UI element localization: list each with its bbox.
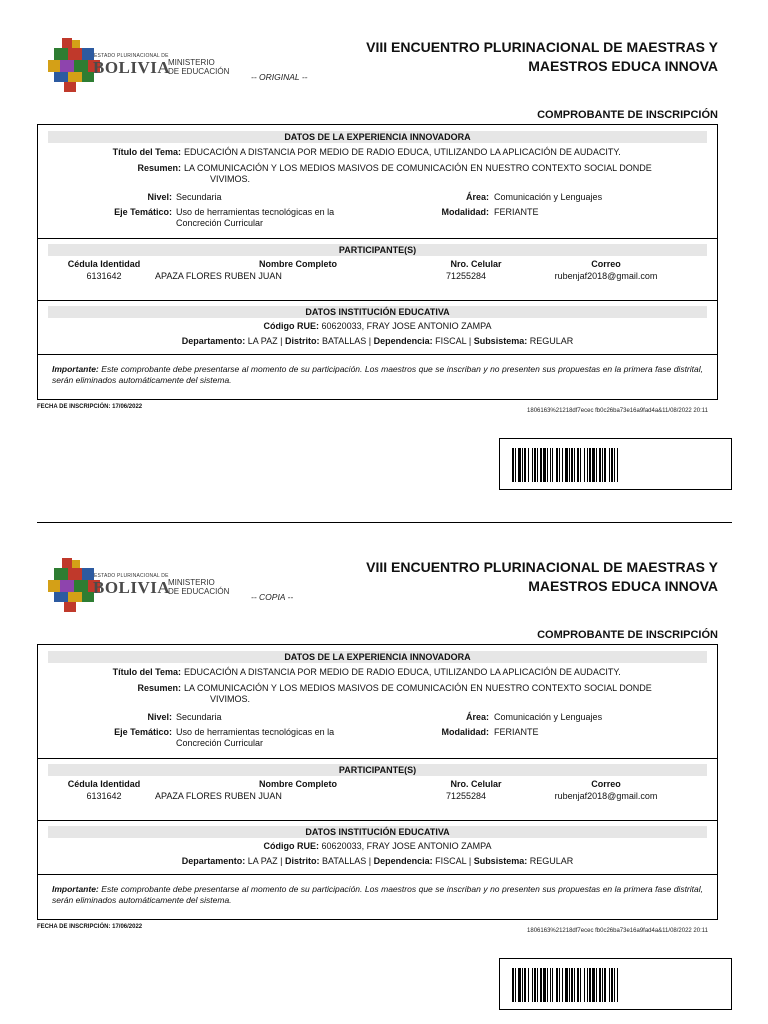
barcode-box (499, 438, 732, 490)
nivel-label: Nivel: (147, 712, 172, 722)
barcode-bar (550, 968, 551, 1002)
barcode-bar (596, 968, 597, 1002)
barcode-bar (604, 448, 606, 482)
eje-value-line2: Concreción Curricular (176, 218, 264, 228)
barcode-bar (528, 968, 529, 1002)
area-label: Área: (465, 712, 489, 722)
col-cedula-header: Cédula Identidad (67, 779, 141, 789)
barcode-icon (512, 968, 720, 1002)
experience-heading: DATOS DE LA EXPERIENCIA INNOVADORA (48, 651, 707, 663)
participants-heading: PARTICIPANTE(S) (48, 244, 707, 256)
titulo-value: EDUCACIÓN A DISTANCIA POR MEDIO DE RADIO EDUCA, UTILIZANDO LA APLICACIÓN DE AUDACITY. (184, 147, 621, 157)
receipt-box (37, 124, 718, 400)
barcode-bar (532, 968, 533, 1002)
modalidad-value: FERIANTE (494, 207, 539, 217)
barcode-bar (617, 968, 618, 1002)
barcode-bar (614, 448, 615, 482)
barcode-bar (599, 448, 601, 482)
barcode-bar (599, 968, 601, 1002)
cut-line (37, 522, 732, 523)
barcode-bar (587, 968, 588, 1002)
barcode-bar (562, 968, 563, 1002)
barcode-bar (614, 968, 615, 1002)
area-value: Comunicación y Lenguajes (494, 712, 603, 722)
barcode-bar (515, 968, 516, 1002)
modalidad-value: FERIANTE (494, 727, 539, 737)
barcode-bar (602, 448, 603, 482)
barcode-bar (574, 448, 575, 482)
divider (38, 238, 717, 239)
barcode-bar (592, 448, 595, 482)
barcode-bar (584, 448, 585, 482)
receipt-subtitle: COMPROBANTE DE INSCRIPCIÓN (537, 109, 718, 121)
barcode-bar (604, 968, 606, 1002)
barcode-bar (587, 448, 588, 482)
divider (38, 874, 717, 875)
titulo-value: EDUCACIÓN A DISTANCIA POR MEDIO DE RADIO EDUCA, UTILIZANDO LA APLICACIÓN DE AUDACITY. (184, 667, 621, 677)
table-cell-correo: rubenjaf2018@gmail.com (554, 791, 658, 801)
institution-heading: DATOS INSTITUCIÓN EDUCATIVA (48, 826, 707, 838)
resumen-value-line1: LA COMUNICACIÓN Y LOS MEDIOS MASIVOS DE COMUNICACIÓN EN NUESTRO CONTEXTO SOCIAL DONDE (184, 683, 652, 693)
ministry-text: MINISTERIO DE EDUCACIÓN (168, 58, 230, 76)
registration-date: FECHA DE INSCRIPCIÓN: 17/06/2022 (37, 404, 143, 410)
barcode-bar (569, 968, 570, 1002)
nivel-value: Secundaria (176, 192, 222, 202)
barcode-bar (580, 968, 581, 1002)
brand-state-text: ESTADO PLURINACIONAL DE (94, 53, 169, 59)
receipt-subtitle: COMPROBANTE DE INSCRIPCIÓN (537, 629, 718, 641)
event-title: VIII ENCUENTRO PLURINACIONAL DE MAESTRAS Y MAESTROS EDUCA INNOVA (366, 559, 718, 594)
col-correo-header: Correo (591, 259, 621, 269)
barcode-bar (559, 968, 560, 1002)
barcode-bar (524, 448, 526, 482)
receipt-copy (0, 0, 768, 500)
barcode-bar (592, 968, 595, 1002)
barcode-bar (518, 968, 521, 1002)
barcode-bar (534, 448, 536, 482)
barcode-bar (543, 448, 546, 482)
brand-country-text: BOLIVIA (93, 578, 171, 597)
barcode-bar (584, 968, 585, 1002)
barcode-bar (589, 448, 591, 482)
barcode-bar (543, 968, 546, 1002)
divider (38, 354, 717, 355)
titulo-label: Título del Tema: (112, 147, 181, 157)
barcode-bar (552, 968, 553, 1002)
barcode-bar (537, 968, 538, 1002)
important-notice: Importante: Este comprobante debe presentarse al momento de su participación. Los maestros que se inscriban y no presenten sus propuestas en la primera fase distrital, serán eliminados automáticamente del sistema. (52, 884, 703, 905)
participants-heading: PARTICIPANTE(S) (48, 764, 707, 776)
institution-heading: DATOS INSTITUCIÓN EDUCATIVA (48, 306, 707, 318)
barcode-bar (518, 448, 521, 482)
table-cell-nombre: APAZA FLORES RUBEN JUAN (155, 791, 282, 801)
table-cell-celular: 71255284 (446, 791, 487, 801)
barcode-box (499, 958, 732, 1010)
barcode-bar (571, 448, 573, 482)
barcode-bar (577, 448, 579, 482)
eje-label: Eje Temático: (114, 727, 172, 737)
titulo-label: Título del Tema: (112, 667, 181, 677)
barcode-bar (547, 448, 548, 482)
resumen-value-line2: VIVIMOS. (210, 174, 251, 184)
important-notice: Importante: Este comprobante debe presentarse al momento de su participación. Los maestros que se inscriban y no presenten sus propuestas en la primera fase distrital, serán eliminados automáticamente del sistema. (52, 364, 703, 385)
resumen-label: Resumen: (137, 683, 181, 693)
receipt-box (37, 644, 718, 920)
resumen-value-line1: LA COMUNICACIÓN Y LOS MEDIOS MASIVOS DE COMUNICACIÓN EN NUESTRO CONTEXTO SOCIAL DONDE (184, 163, 652, 173)
barcode-bar (540, 448, 542, 482)
table-cell-celular: 71255284 (446, 271, 487, 281)
barcode-bar (522, 968, 523, 1002)
barcode-bar (550, 448, 551, 482)
eje-value-line2: Concreción Curricular (176, 738, 264, 748)
barcode-bar (547, 968, 548, 1002)
barcode-bar (556, 448, 558, 482)
copy-kind-label: -- ORIGINAL -- (251, 72, 308, 82)
barcode-bar (512, 448, 514, 482)
copy-kind-label: -- COPIA -- (251, 592, 294, 602)
barcode-bar (589, 968, 591, 1002)
barcode-bar (580, 448, 581, 482)
divider (38, 758, 717, 759)
rue-line: Código RUE: 60620033, FRAY JOSE ANTONIO ZAMPA (263, 841, 492, 851)
receipt-copy (0, 520, 768, 1020)
barcode-bar (596, 448, 597, 482)
barcode-bar (611, 968, 613, 1002)
eje-value-line1: Uso de herramientas tecnológicas en la (176, 207, 335, 217)
barcode-bar (565, 448, 568, 482)
barcode-bar (556, 968, 558, 1002)
barcode-bar (609, 968, 610, 1002)
barcode-bar (574, 968, 575, 1002)
barcode-bar (617, 448, 618, 482)
barcode-bar (569, 448, 570, 482)
divider (38, 820, 717, 821)
location-line: Departamento: LA PAZ | Distrito: BATALLAS | Dependencia: FISCAL | Subsistema: REGULAR (181, 856, 574, 866)
resumen-label: Resumen: (137, 163, 181, 173)
barcode-bar (611, 448, 613, 482)
modalidad-label: Modalidad: (441, 727, 489, 737)
barcode-bar (534, 968, 536, 1002)
col-correo-header: Correo (591, 779, 621, 789)
col-celular-header: Nro. Celular (450, 779, 502, 789)
col-celular-header: Nro. Celular (450, 259, 502, 269)
registration-date: FECHA DE INSCRIPCIÓN: 17/06/2022 (37, 924, 143, 930)
eje-label: Eje Temático: (114, 207, 172, 217)
resumen-value-line2: VIVIMOS. (210, 694, 251, 704)
col-nombre-header: Nombre Completo (258, 779, 337, 789)
table-cell-correo: rubenjaf2018@gmail.com (554, 271, 658, 281)
barcode-bar (540, 968, 542, 1002)
modalidad-label: Modalidad: (441, 207, 489, 217)
verification-hash: 1806163%21218df7ecec fb0c26ba73e16a9fad4a&11/08/2022 20:11 (527, 408, 708, 414)
barcode-bar (524, 968, 526, 1002)
barcode-bar (602, 968, 603, 1002)
barcode-bar (532, 448, 533, 482)
table-cell-nombre: APAZA FLORES RUBEN JUAN (155, 271, 282, 281)
barcode-bar (571, 968, 573, 1002)
nivel-label: Nivel: (147, 192, 172, 202)
area-label: Área: (465, 192, 489, 202)
verification-hash: 1806163%21218df7ecec fb0c26ba73e16a9fad4a&11/08/2022 20:11 (527, 928, 708, 934)
barcode-bar (552, 448, 553, 482)
rue-line: Código RUE: 60620033, FRAY JOSE ANTONIO ZAMPA (263, 321, 492, 331)
barcode-bar (609, 448, 610, 482)
barcode-icon (512, 448, 720, 482)
col-cedula-header: Cédula Identidad (67, 259, 141, 269)
barcode-bar (559, 448, 560, 482)
col-nombre-header: Nombre Completo (258, 259, 337, 269)
barcode-bar (565, 968, 568, 1002)
ministry-text: MINISTERIO DE EDUCACIÓN (168, 578, 230, 596)
table-cell-cedula: 6131642 (86, 791, 122, 801)
eje-value-line1: Uso de herramientas tecnológicas en la (176, 727, 335, 737)
location-line: Departamento: LA PAZ | Distrito: BATALLAS | Dependencia: FISCAL | Subsistema: REGULAR (181, 336, 574, 346)
barcode-bar (522, 448, 523, 482)
event-title: VIII ENCUENTRO PLURINACIONAL DE MAESTRAS Y MAESTROS EDUCA INNOVA (366, 39, 718, 74)
divider (38, 300, 717, 301)
brand-country-text: BOLIVIA (93, 58, 171, 77)
barcode-bar (537, 448, 538, 482)
brand-state-text: ESTADO PLURINACIONAL DE (94, 573, 169, 579)
experience-heading: DATOS DE LA EXPERIENCIA INNOVADORA (48, 131, 707, 143)
barcode-bar (562, 448, 563, 482)
barcode-bar (528, 448, 529, 482)
area-value: Comunicación y Lenguajes (494, 192, 603, 202)
table-cell-cedula: 6131642 (86, 271, 122, 281)
barcode-bar (515, 448, 516, 482)
barcode-bar (512, 968, 514, 1002)
nivel-value: Secundaria (176, 712, 222, 722)
barcode-bar (577, 968, 579, 1002)
